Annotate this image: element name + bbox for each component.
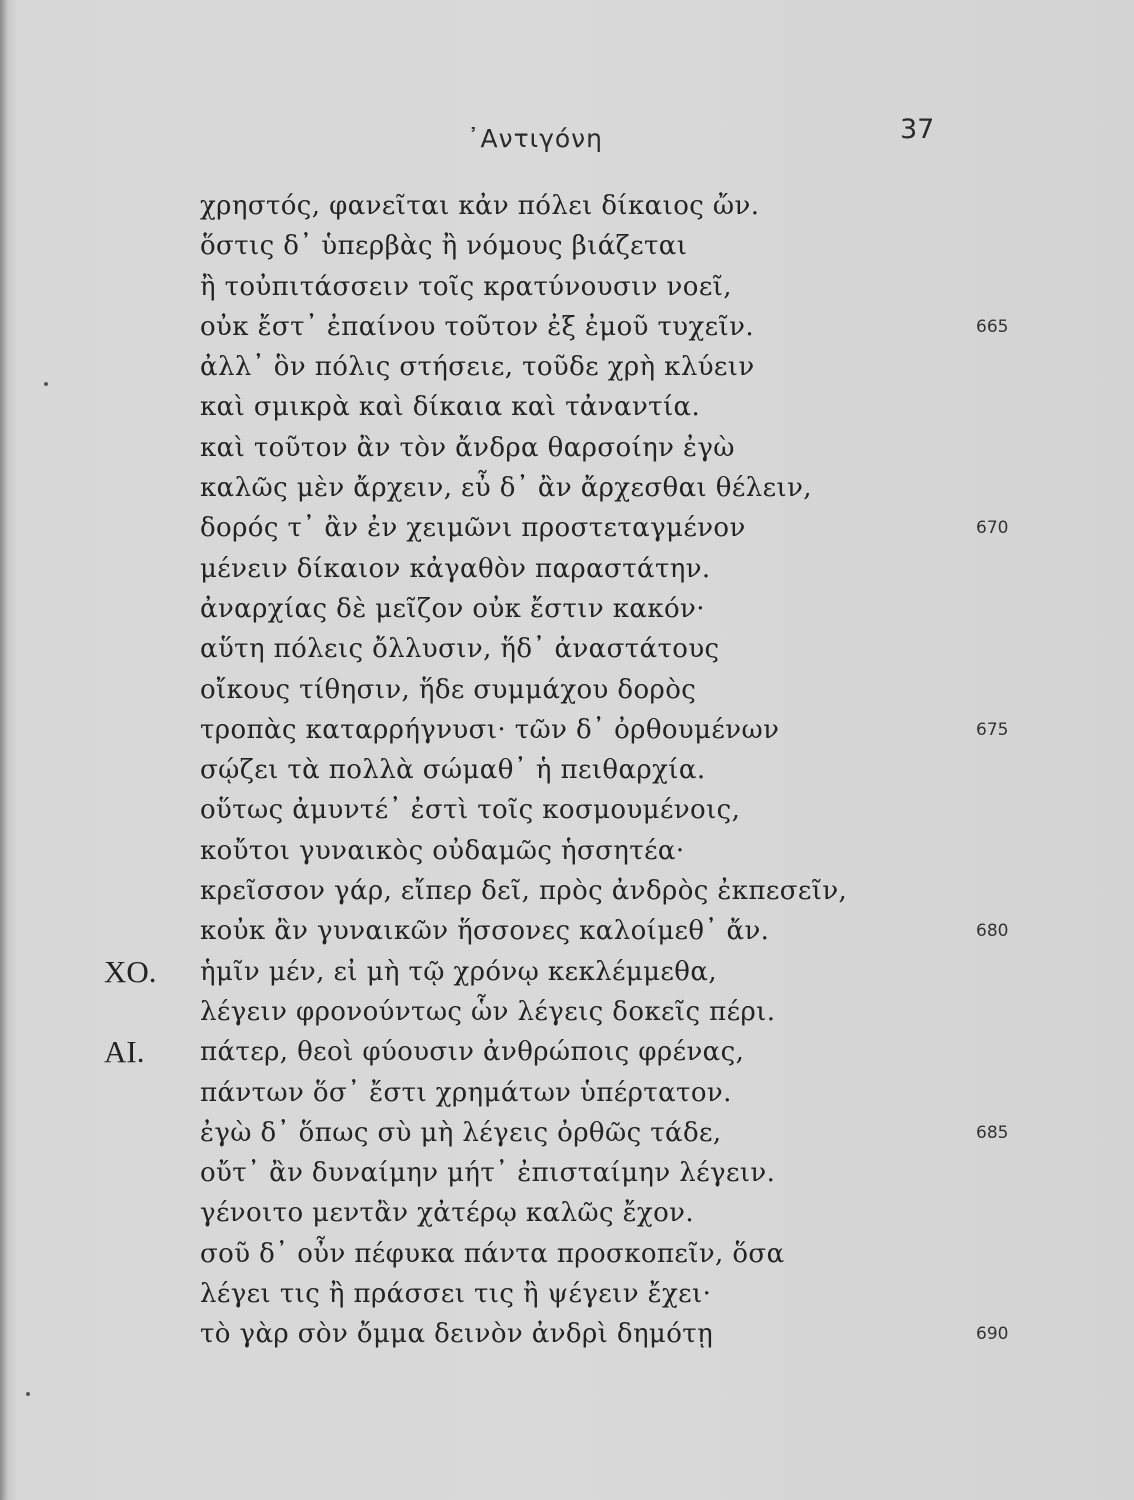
verse-text: οὕτως ἀμυντέ᾽ ἐστὶ τοῖς κοσμουμένοις,	[200, 795, 741, 826]
verse-line	[0, 1314, 1134, 1354]
verse-text: τὸ γὰρ σὸν ὄμμα δεινὸν ἀνδρὶ δημότῃ	[200, 1319, 714, 1350]
verse-text: κοὐκ ἂν γυναικῶν ἥσσονες καλοίμεθ᾽ ἄν.	[200, 916, 770, 947]
verse-line	[0, 1113, 1134, 1153]
line-number: 670	[976, 518, 1009, 539]
verse-line	[0, 1274, 1134, 1314]
verse-line	[0, 1153, 1134, 1193]
page-number: 37	[900, 114, 935, 145]
verse-text: κοὔτοι γυναικὸς οὐδαμῶς ἡσσητέα·	[200, 835, 685, 866]
verse-text: κρεῖσσον γάρ, εἴπερ δεῖ, πρὸς ἀνδρὸς ἐκπεσεῖν,	[200, 876, 848, 907]
verse-line	[0, 871, 1134, 911]
verse-line	[0, 186, 1134, 226]
running-title: ᾿Αντιγόνη	[467, 124, 603, 153]
verse-text: καὶ τοῦτον ἂν τὸν ἄνδρα θαρσοίην ἐγὼ	[200, 432, 735, 463]
verse-line	[0, 468, 1134, 508]
line-number: 680	[976, 921, 1009, 942]
verse-text: οἴκους τίθησιν, ἥδε συμμάχου δορὸς	[200, 674, 697, 705]
verse-line	[0, 387, 1134, 427]
verse-line	[0, 952, 1134, 992]
line-number: 665	[976, 316, 1009, 337]
verse-line	[0, 1234, 1134, 1274]
verse-line	[0, 629, 1134, 669]
verse-text: χρηστός, φανεῖται κἀν πόλει δίκαιος ὤν.	[200, 191, 760, 221]
verse-line	[0, 226, 1134, 266]
verse-text: ἀναρχίας δὲ μεῖζον οὐκ ἔστιν κακόν·	[200, 593, 705, 624]
verse-text: μένειν δίκαιον κἀγαθὸν παραστάτην.	[200, 553, 711, 584]
verse-text: ἀλλ᾽ ὃν πόλις στήσειε, τοῦδε χρὴ κλύειν	[200, 352, 755, 383]
verse-line	[0, 428, 1134, 468]
verse-line	[0, 267, 1134, 307]
verse-text: πάτερ, θεοὶ φύουσιν ἀνθρώποις φρένας,	[200, 1037, 745, 1068]
verse-line	[0, 549, 1134, 589]
verse-text: καὶ σμικρὰ καὶ δίκαια καὶ τἀναντία.	[200, 392, 701, 423]
line-number: 690	[976, 1324, 1009, 1345]
verse-line	[0, 508, 1134, 548]
verse-block	[0, 186, 1134, 1355]
verse-line	[0, 589, 1134, 629]
verse-text: ὅστις δ᾽ ὑπερβὰς ἢ νόμους βιάζεται	[200, 231, 688, 262]
ink-speck	[26, 1392, 30, 1396]
verse-line	[0, 1193, 1134, 1233]
verse-line	[0, 710, 1134, 750]
verse-text: ἐγὼ δ᾽ ὅπως σὺ μὴ λέγεις ὀρθῶς τάδε,	[200, 1117, 722, 1148]
line-number: 675	[976, 719, 1009, 740]
speaker-label: ΑΙ.	[104, 1034, 145, 1070]
verse-text: πάντων ὅσ᾽ ἔστι χρημάτων ὑπέρτατον.	[200, 1077, 732, 1108]
verse-line	[0, 1032, 1134, 1072]
verse-line	[0, 992, 1134, 1032]
verse-text: σῴζει τὰ πολλὰ σώμαθ᾽ ἡ πειθαρχία.	[200, 755, 706, 786]
verse-text: οὔτ᾽ ἂν δυναίμην μήτ᾽ ἐπισταίμην λέγειν.	[200, 1158, 776, 1189]
verse-line	[0, 307, 1134, 347]
verse-line	[0, 1073, 1134, 1113]
verse-text: αὕτη πόλεις ὄλλυσιν, ἥδ᾽ ἀναστάτους	[200, 634, 720, 665]
verse-line	[0, 750, 1134, 790]
line-number: 685	[976, 1122, 1009, 1143]
verse-line	[0, 790, 1134, 830]
verse-text: δορός τ᾽ ἂν ἐν χειμῶνι προστεταγμένον	[200, 513, 746, 544]
speaker-label: ΧΟ.	[104, 953, 157, 989]
verse-line	[0, 831, 1134, 871]
verse-text: τροπὰς καταρρήγνυσι· τῶν δ᾽ ὀρθουμένων	[200, 714, 780, 745]
verse-line	[0, 911, 1134, 951]
verse-text: σοῦ δ᾽ οὖν πέφυκα πάντα προσκοπεῖν, ὅσα	[200, 1238, 785, 1269]
verse-text: ἢ τοὐπιτάσσειν τοῖς κρατύνουσιν νοεῖ,	[200, 271, 732, 302]
verse-text: καλῶς μὲν ἄρχειν, εὖ δ᾽ ἂν ἄρχεσθαι θέλειν,	[200, 473, 812, 504]
verse-line	[0, 347, 1134, 387]
verse-text: λέγει τις ἢ πράσσει τις ἢ ψέγειν ἔχει·	[200, 1279, 712, 1310]
verse-line	[0, 670, 1134, 710]
verse-text: λέγειν φρονούντως ὧν λέγεις δοκεῖς πέρι.	[200, 996, 776, 1027]
verse-text: οὐκ ἔστ᾽ ἐπαίνου τοῦτον ἐξ ἐμοῦ τυχεῖν.	[200, 311, 754, 342]
verse-text: γένοιτο μεντἂν χἀτέρῳ καλῶς ἔχον.	[200, 1198, 695, 1229]
verse-text: ἡμῖν μέν, εἰ μὴ τῷ χρόνῳ κεκλέμμεθα,	[200, 956, 717, 987]
